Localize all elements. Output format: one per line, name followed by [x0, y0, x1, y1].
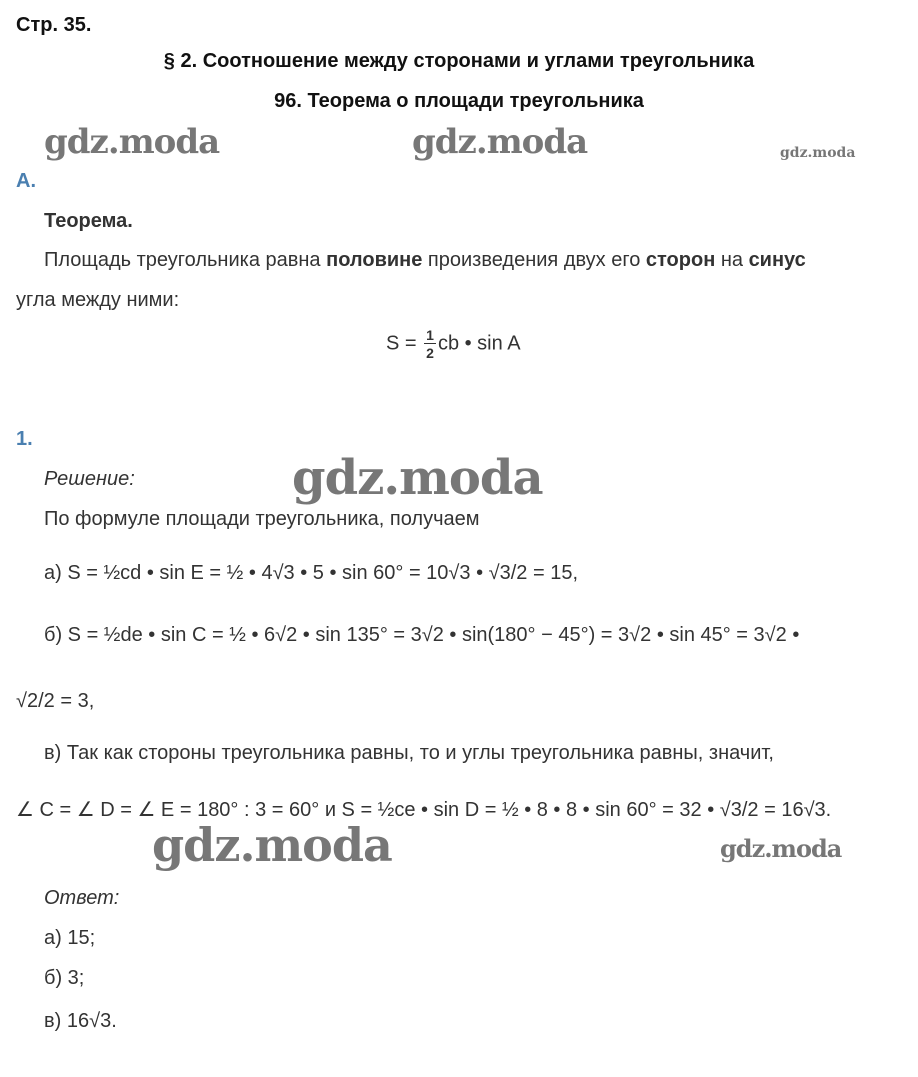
solution-line-v2: ∠ C = ∠ D = ∠ E = 180° : 3 = 60° и S = ½ce • sin D = ½ • 8 • 8 • sin 60° = 32 • √3/2 = 16√3.: [16, 799, 832, 821]
answer-v: в) 16√3.: [44, 1010, 117, 1032]
solution-line-v1: в) Так как стороны треугольника равны, то и углы треугольника равны, значит,: [44, 742, 774, 764]
theorem-title: Теорема.: [44, 210, 133, 232]
theorem-text-line2: угла между ними:: [16, 289, 180, 311]
watermark-logo: gdz.moda: [412, 122, 588, 162]
watermark-logo: gdz.moda: [720, 834, 842, 863]
part-a-label: А.: [16, 170, 36, 192]
area-formula: S = $\frac{1}{2}$ cb • sin A: [386, 327, 521, 361]
watermark-logo: gdz.moda: [292, 450, 543, 506]
theorem-text-line1: Площадь треугольника равна половине произведения двух его сторон на синус: [44, 249, 806, 271]
watermark-logo: gdz.moda: [152, 818, 392, 872]
section-title: § 2. Соотношение между сторонами и углами треугольника: [163, 50, 755, 72]
watermark-logo: gdz.moda: [780, 145, 856, 161]
page-label: Стр. 35.: [16, 14, 92, 36]
solution-line-b1: б) S = ½de • sin C = ½ • 6√2 • sin 135° = 3√2 • sin(180° − 45°) = 3√2 • sin 45° = 3√2 •: [44, 624, 800, 646]
solution-intro: По формуле площади треугольника, получаем: [44, 508, 480, 530]
answer-b: б) 3;: [44, 967, 85, 989]
subsection-title: 96. Теорема о площади треугольника: [274, 90, 644, 112]
answer-label: Ответ:: [44, 887, 120, 909]
watermark-logo: gdz.moda: [44, 122, 220, 162]
solution-line-b2: √2/2 = 3,: [16, 690, 95, 712]
answer-a: а) 15;: [44, 927, 96, 949]
problem-number: 1.: [16, 428, 33, 450]
solution-line-a: а) S = ½cd • sin E = ½ • 4√3 • 5 • sin 60° = 10√3 • √3/2 = 15,: [44, 562, 579, 584]
solution-label: Решение:: [44, 468, 135, 490]
